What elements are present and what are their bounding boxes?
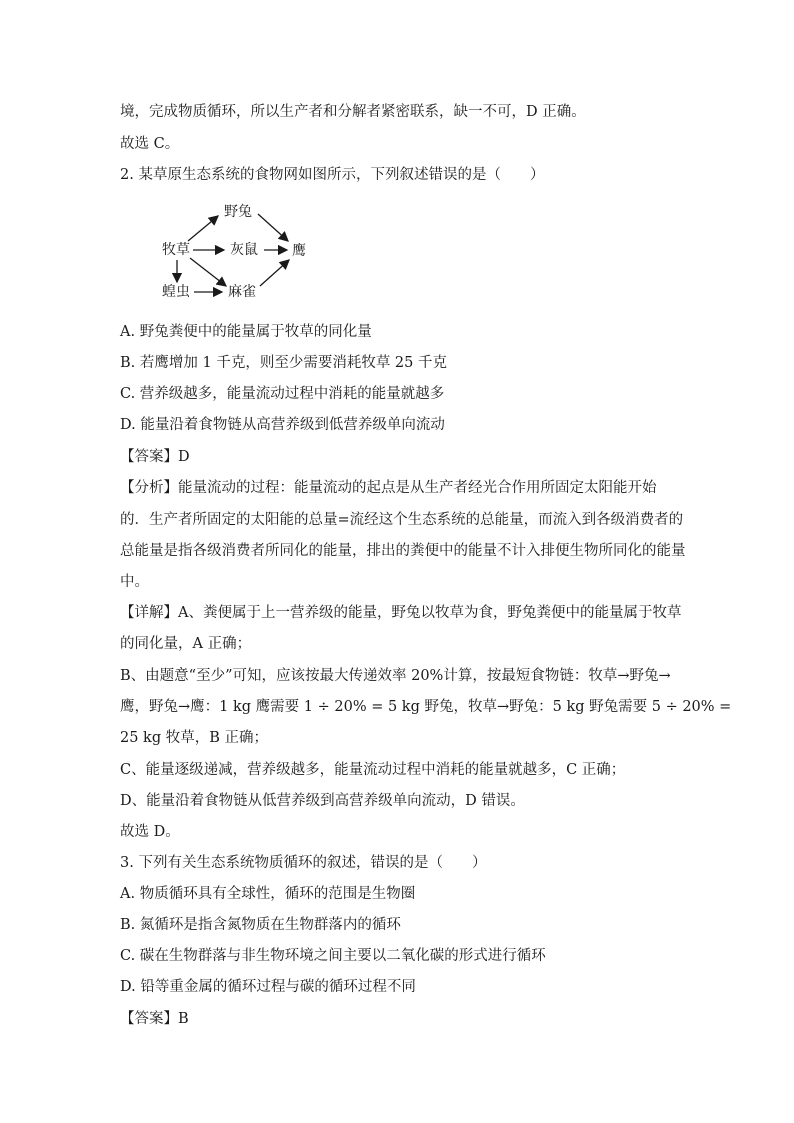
node-mouse: 灰鼠: [230, 242, 258, 258]
node-locust: 蝗虫: [162, 284, 190, 300]
text-line-1: 境，完成物质循环，所以生产者和分解者紧密联系，缺一不可，D 正确。: [120, 104, 586, 120]
q3-answer-label: 【答案】B: [120, 1011, 189, 1027]
detail-line-7: D、能量沿着食物链从低营养级到高营养级单向流动，D 错误。: [120, 793, 525, 809]
detail-line-3: B、由题意“至少”可知，应该按最大传递效率 20%计算，按最短食物链：牧草→野兔→: [120, 668, 671, 684]
text-line-2: 故选 C。: [120, 136, 180, 152]
food-web-diagram: [158, 198, 318, 300]
q3-option-c: C. 碳在生物群落与非生物环境之间主要以二氧化碳的形式进行循环: [120, 948, 546, 964]
node-rabbit: 野兔: [224, 204, 252, 220]
option-b: B. 若鹰增加 1 千克，则至少需要消耗牧草 25 千克: [120, 355, 447, 371]
detail-line-2: 的同化量，A 正确；: [120, 636, 252, 652]
analysis-line-2: 的．生产者所固定的太阳能的总量=流经这个生态系统的总能量，而流入到各级消费者的: [120, 512, 684, 528]
answer-label: 【答案】D: [120, 449, 190, 465]
node-sparrow: 麻雀: [228, 284, 256, 300]
option-d: D. 能量沿着食物链从高营养级到低营养级单向流动: [120, 417, 445, 433]
option-c: C. 营养级越多，能量流动过程中消耗的能量就越多: [120, 386, 445, 402]
q3-option-b: B. 氮循环是指含氮物质在生物群落内的循环: [120, 917, 401, 933]
node-grass: 牧草: [162, 242, 190, 258]
analysis-line-3: 总能量是指各级消费者所同化的能量，排出的粪便中的能量不计入排便生物所同化的能量: [120, 543, 686, 559]
node-eagle: 鹰: [292, 243, 306, 259]
detail-line-4: 鹰，野兔→鹰：1 kg 鹰需要 1 ÷ 20% = 5 kg 野兔，牧草→野兔：5 kg 野兔需要 5 ÷ 20% =: [120, 699, 732, 715]
question-2-stem: 2. 某草原生态系统的食物网如图所示，下列叙述错误的是（ ）: [120, 167, 545, 183]
detail-line-6: C、能量逐级递减，营养级越多，能量流动过程中消耗的能量就越多，C 正确；: [120, 762, 626, 778]
option-a: A. 野兔粪便中的能量属于牧草的同化量: [120, 324, 372, 340]
question-3-stem: 3. 下列有关生态系统物质循环的叙述，错误的是（ ）: [120, 855, 487, 871]
detail-line-8: 故选 D。: [120, 824, 180, 840]
q3-option-a: A. 物质循环具有全球性，循环的范围是生物圈: [120, 886, 416, 902]
analysis-line-1: 【分析】能量流动的过程：能量流动的起点是从生产者经光合作用所固定太阳能开始: [120, 480, 657, 496]
detail-line-5: 25 kg 牧草，B 正确；: [120, 730, 269, 746]
q3-option-d: D. 铅等重金属的循环过程与碳的循环过程不同: [120, 979, 416, 995]
analysis-line-4: 中。: [120, 574, 149, 590]
detail-line-1: 【详解】A、粪便属于上一营养级的能量，野兔以牧草为食，野兔粪便中的能量属于牧草: [120, 605, 682, 621]
